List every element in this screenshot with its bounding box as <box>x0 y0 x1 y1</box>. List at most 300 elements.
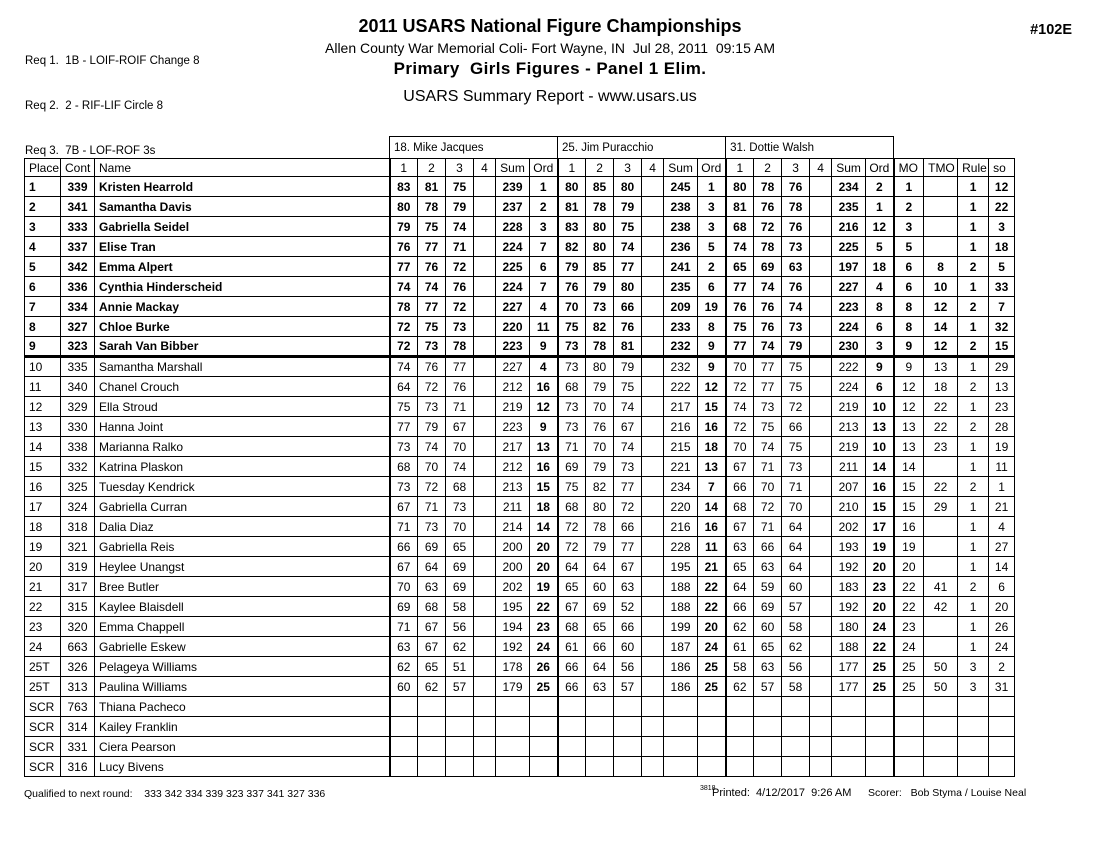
score-4-cell <box>474 197 496 217</box>
ord-cell: 16 <box>530 377 558 397</box>
score-2-cell: 71 <box>418 497 446 517</box>
score-4-cell <box>810 317 832 337</box>
tmo-cell <box>924 177 958 197</box>
ord-cell: 23 <box>866 577 894 597</box>
score-1-cell: 66 <box>558 657 586 677</box>
so-cell: 13 <box>989 377 1015 397</box>
score-4-cell <box>642 617 664 637</box>
score-2-cell: 76 <box>586 417 614 437</box>
score-3-cell: 79 <box>614 197 642 217</box>
score-4-cell <box>810 497 832 517</box>
score-1-cell: 79 <box>558 257 586 277</box>
sum-cell: 221 <box>664 457 698 477</box>
ord-cell: 6 <box>866 317 894 337</box>
score-3-cell: 57 <box>782 597 810 617</box>
score-2-cell: 82 <box>586 317 614 337</box>
sum-cell: 197 <box>832 257 866 277</box>
sum-cell <box>832 697 866 717</box>
col-header-score-1: 1 <box>390 159 418 177</box>
ord-cell: 4 <box>530 357 558 377</box>
sum-cell <box>496 737 530 757</box>
sum-cell: 224 <box>832 317 866 337</box>
tmo-cell <box>924 717 958 737</box>
score-3-cell: 73 <box>446 317 474 337</box>
table-row <box>25 557 1015 577</box>
rule-cell: 1 <box>958 217 989 237</box>
score-1-cell: 73 <box>558 397 586 417</box>
tmo-cell: 14 <box>924 317 958 337</box>
table-row <box>25 637 1015 657</box>
score-4-cell <box>642 517 664 537</box>
score-4-cell <box>810 197 832 217</box>
judge-header-spacer-right <box>894 137 1015 159</box>
sum-cell: 193 <box>832 537 866 557</box>
score-2-cell: 76 <box>418 357 446 377</box>
score-4-cell <box>474 597 496 617</box>
score-3-cell: 73 <box>614 457 642 477</box>
name-cell: Kristen Hearrold <box>95 177 390 197</box>
place-cell: 8 <box>25 317 61 337</box>
score-1-cell: 75 <box>726 317 754 337</box>
ord-cell: 5 <box>866 237 894 257</box>
place-cell: 22 <box>25 597 61 617</box>
cont-cell: 324 <box>61 497 95 517</box>
score-1-cell: 75 <box>558 477 586 497</box>
place-cell: SCR <box>25 737 61 757</box>
score-1-cell: 68 <box>726 497 754 517</box>
mo-cell: 15 <box>894 497 924 517</box>
score-4-cell <box>642 377 664 397</box>
ord-cell: 22 <box>866 637 894 657</box>
score-1-cell: 76 <box>558 277 586 297</box>
score-2-cell: 68 <box>418 597 446 617</box>
name-cell: Lucy Bivens <box>95 757 390 777</box>
name-cell: Chloe Burke <box>95 317 390 337</box>
table-row <box>25 497 1015 517</box>
score-2-cell: 62 <box>418 677 446 697</box>
score-1-cell: 67 <box>390 497 418 517</box>
score-4-cell <box>474 737 496 757</box>
sum-cell: 215 <box>664 437 698 457</box>
score-1-cell: 68 <box>558 497 586 517</box>
cont-cell: 326 <box>61 657 95 677</box>
tmo-cell <box>924 617 958 637</box>
table-row <box>25 657 1015 677</box>
score-3-cell <box>446 697 474 717</box>
score-3-cell <box>614 697 642 717</box>
sum-cell: 192 <box>832 597 866 617</box>
so-cell: 15 <box>989 337 1015 357</box>
table-row <box>25 237 1015 257</box>
tmo-cell: 42 <box>924 597 958 617</box>
sum-cell: 192 <box>832 557 866 577</box>
ord-cell: 11 <box>698 537 726 557</box>
col-header-mo: MO <box>894 159 924 177</box>
place-cell: 7 <box>25 297 61 317</box>
score-3-cell: 72 <box>614 497 642 517</box>
sum-cell: 202 <box>496 577 530 597</box>
score-1-cell: 81 <box>726 197 754 217</box>
score-4-cell <box>642 257 664 277</box>
score-2-cell: 79 <box>418 417 446 437</box>
score-1-cell: 64 <box>726 577 754 597</box>
score-1-cell <box>390 757 418 777</box>
score-3-cell: 74 <box>446 457 474 477</box>
ord-cell: 5 <box>698 237 726 257</box>
name-cell: Ella Stroud <box>95 397 390 417</box>
table-row <box>25 757 1015 777</box>
sum-cell: 220 <box>496 317 530 337</box>
score-3-cell: 71 <box>446 237 474 257</box>
sum-cell: 188 <box>664 577 698 597</box>
so-cell: 20 <box>989 597 1015 617</box>
cont-cell: 337 <box>61 237 95 257</box>
place-cell: SCR <box>25 717 61 737</box>
score-2-cell: 78 <box>586 517 614 537</box>
col-header-sum: Sum <box>496 159 530 177</box>
ord-cell: 3 <box>698 217 726 237</box>
mo-cell: 9 <box>894 337 924 357</box>
cont-cell: 315 <box>61 597 95 617</box>
sum-cell: 188 <box>664 597 698 617</box>
score-3-cell: 78 <box>782 197 810 217</box>
cont-cell: 333 <box>61 217 95 237</box>
score-3-cell: 71 <box>446 397 474 417</box>
name-cell: Cynthia Hinderscheid <box>95 277 390 297</box>
cont-cell: 316 <box>61 757 95 777</box>
ord-cell: 21 <box>698 557 726 577</box>
ord-cell: 4 <box>866 277 894 297</box>
score-3-cell: 71 <box>782 477 810 497</box>
sum-cell: 238 <box>664 217 698 237</box>
score-2-cell: 64 <box>586 557 614 577</box>
score-4-cell <box>642 557 664 577</box>
ord-cell: 22 <box>698 597 726 617</box>
score-4-cell <box>474 557 496 577</box>
name-cell: Katrina Plaskon <box>95 457 390 477</box>
score-1-cell: 70 <box>558 297 586 317</box>
score-1-cell: 74 <box>390 277 418 297</box>
judge-2-header: 25. Jim Puracchio <box>558 137 726 159</box>
name-cell: Bree Butler <box>95 577 390 597</box>
sum-cell: 199 <box>664 617 698 637</box>
col-header-cont: Cont <box>61 159 95 177</box>
score-2-cell: 74 <box>418 277 446 297</box>
ord-cell: 7 <box>530 277 558 297</box>
score-2-cell: 59 <box>754 577 782 597</box>
score-1-cell: 76 <box>726 297 754 317</box>
score-3-cell: 70 <box>446 437 474 457</box>
mo-cell <box>894 717 924 737</box>
sum-cell: 202 <box>832 517 866 537</box>
score-2-cell: 67 <box>418 617 446 637</box>
name-cell: Kailey Franklin <box>95 717 390 737</box>
score-3-cell: 66 <box>614 517 642 537</box>
ord-cell: 24 <box>698 637 726 657</box>
score-3-cell: 56 <box>614 657 642 677</box>
score-3-cell: 80 <box>614 177 642 197</box>
score-3-cell: 80 <box>614 277 642 297</box>
rule-cell: 2 <box>958 477 989 497</box>
sum-cell: 225 <box>496 257 530 277</box>
score-3-cell <box>446 737 474 757</box>
score-2-cell: 76 <box>754 197 782 217</box>
score-2-cell: 80 <box>586 217 614 237</box>
score-4-cell <box>810 357 832 377</box>
score-4-cell <box>474 257 496 277</box>
score-3-cell: 75 <box>614 377 642 397</box>
name-cell: Heylee Unangst <box>95 557 390 577</box>
score-2-cell: 77 <box>418 237 446 257</box>
sum-cell: 219 <box>496 397 530 417</box>
name-cell: Annie Mackay <box>95 297 390 317</box>
score-4-cell <box>810 717 832 737</box>
ord-cell <box>866 717 894 737</box>
score-4-cell <box>810 337 832 357</box>
score-4-cell <box>810 437 832 457</box>
sum-cell: 194 <box>496 617 530 637</box>
place-cell: 6 <box>25 277 61 297</box>
score-3-cell: 63 <box>614 577 642 597</box>
mo-cell: 8 <box>894 317 924 337</box>
score-3-cell: 78 <box>446 337 474 357</box>
score-1-cell: 72 <box>726 417 754 437</box>
ord-cell: 16 <box>530 457 558 477</box>
ord-cell <box>530 717 558 737</box>
score-2-cell: 80 <box>586 497 614 517</box>
name-cell: Samantha Marshall <box>95 357 390 377</box>
sum-cell: 222 <box>832 357 866 377</box>
score-3-cell: 60 <box>614 637 642 657</box>
place-cell: 3 <box>25 217 61 237</box>
score-3-cell: 57 <box>446 677 474 697</box>
cont-cell: 317 <box>61 577 95 597</box>
score-2-cell: 73 <box>418 397 446 417</box>
score-4-cell <box>810 637 832 657</box>
score-2-cell: 69 <box>586 597 614 617</box>
score-4-cell <box>474 697 496 717</box>
ord-cell: 3 <box>698 197 726 217</box>
score-3-cell: 75 <box>614 217 642 237</box>
score-3-cell: 68 <box>446 477 474 497</box>
cont-cell: 663 <box>61 637 95 657</box>
so-cell: 5 <box>989 257 1015 277</box>
col-header-tmo: TMO <box>924 159 958 177</box>
score-2-cell: 77 <box>754 377 782 397</box>
place-cell: 5 <box>25 257 61 277</box>
sum-cell: 216 <box>664 417 698 437</box>
place-cell: 12 <box>25 397 61 417</box>
score-4-cell <box>474 297 496 317</box>
score-3-cell: 69 <box>446 557 474 577</box>
document-code: #102E <box>1030 22 1072 38</box>
score-1-cell: 66 <box>726 597 754 617</box>
ord-cell: 20 <box>866 597 894 617</box>
score-1-cell: 62 <box>390 657 418 677</box>
mo-cell: 9 <box>894 357 924 377</box>
so-cell: 26 <box>989 617 1015 637</box>
mo-cell: 23 <box>894 617 924 637</box>
ord-cell: 25 <box>698 657 726 677</box>
score-2-cell <box>586 697 614 717</box>
ord-cell <box>530 737 558 757</box>
sum-cell: 233 <box>664 317 698 337</box>
col-header-score-1: 1 <box>558 159 586 177</box>
score-4-cell <box>474 757 496 777</box>
score-1-cell: 68 <box>726 217 754 237</box>
score-3-cell: 77 <box>614 257 642 277</box>
ord-cell: 14 <box>530 517 558 537</box>
col-header-so: so <box>989 159 1015 177</box>
score-1-cell: 81 <box>558 197 586 217</box>
score-2-cell: 75 <box>418 217 446 237</box>
score-3-cell: 76 <box>782 217 810 237</box>
score-4-cell <box>474 397 496 417</box>
so-cell: 11 <box>989 457 1015 477</box>
score-4-cell <box>810 677 832 697</box>
score-3-cell: 64 <box>782 557 810 577</box>
rule-cell: 1 <box>958 397 989 417</box>
score-1-cell: 65 <box>558 577 586 597</box>
score-2-cell: 76 <box>418 257 446 277</box>
ord-cell: 20 <box>866 557 894 577</box>
score-4-cell <box>810 257 832 277</box>
sum-cell: 223 <box>832 297 866 317</box>
sum-cell: 211 <box>832 457 866 477</box>
score-3-cell: 73 <box>782 237 810 257</box>
col-header-score-2: 2 <box>418 159 446 177</box>
ord-cell <box>698 697 726 717</box>
score-2-cell: 60 <box>586 577 614 597</box>
so-cell: 19 <box>989 437 1015 457</box>
cont-cell: 335 <box>61 357 95 377</box>
score-1-cell: 83 <box>390 177 418 197</box>
rule-cell: 1 <box>958 317 989 337</box>
table-row <box>25 377 1015 397</box>
place-cell: 1 <box>25 177 61 197</box>
sum-cell: 232 <box>664 337 698 357</box>
score-2-cell <box>418 697 446 717</box>
sum-cell <box>832 757 866 777</box>
report-title: 2011 USARS National Figure Championships <box>358 16 742 36</box>
requirement-line-3: Req 3. 7B - LOF-ROF 3s <box>25 145 156 157</box>
score-2-cell <box>418 757 446 777</box>
ord-cell: 10 <box>866 397 894 417</box>
score-1-cell: 72 <box>726 377 754 397</box>
ord-cell: 13 <box>530 437 558 457</box>
name-cell: Emma Alpert <box>95 257 390 277</box>
mo-cell: 25 <box>894 677 924 697</box>
score-1-cell <box>390 717 418 737</box>
score-1-cell: 62 <box>726 617 754 637</box>
so-cell: 21 <box>989 497 1015 517</box>
score-2-cell: 57 <box>754 677 782 697</box>
place-cell: 4 <box>25 237 61 257</box>
score-2-cell: 64 <box>418 557 446 577</box>
sum-cell: 224 <box>832 377 866 397</box>
score-1-cell <box>558 737 586 757</box>
mo-cell: 8 <box>894 297 924 317</box>
tmo-cell <box>924 737 958 757</box>
sum-cell: 207 <box>832 477 866 497</box>
sum-cell: 245 <box>664 177 698 197</box>
score-2-cell: 78 <box>754 237 782 257</box>
score-1-cell: 74 <box>390 357 418 377</box>
rule-cell: 1 <box>958 237 989 257</box>
score-4-cell <box>810 297 832 317</box>
score-4-cell <box>474 577 496 597</box>
ord-cell <box>698 717 726 737</box>
cont-cell: 338 <box>61 437 95 457</box>
score-2-cell: 72 <box>754 497 782 517</box>
mo-cell <box>894 697 924 717</box>
sum-cell: 227 <box>496 297 530 317</box>
score-3-cell: 72 <box>446 257 474 277</box>
table-row <box>25 257 1015 277</box>
table-row <box>25 457 1015 477</box>
so-cell: 28 <box>989 417 1015 437</box>
score-4-cell <box>642 437 664 457</box>
rule-cell: 1 <box>958 537 989 557</box>
ord-cell: 6 <box>698 277 726 297</box>
ord-cell: 15 <box>866 497 894 517</box>
score-4-cell <box>810 477 832 497</box>
score-3-cell: 73 <box>782 457 810 477</box>
results-tbody <box>25 177 1015 777</box>
place-cell: 17 <box>25 497 61 517</box>
name-cell: Tuesday Kendrick <box>95 477 390 497</box>
score-4-cell <box>810 537 832 557</box>
tmo-cell: 18 <box>924 377 958 397</box>
score-3-cell: 70 <box>782 497 810 517</box>
so-cell: 27 <box>989 537 1015 557</box>
place-cell: SCR <box>25 697 61 717</box>
score-2-cell: 64 <box>586 657 614 677</box>
sum-cell: 178 <box>496 657 530 677</box>
name-cell: Pelageya Williams <box>95 657 390 677</box>
ord-cell: 2 <box>698 257 726 277</box>
sum-cell: 179 <box>496 677 530 697</box>
table-row <box>25 517 1015 537</box>
ord-cell: 13 <box>866 417 894 437</box>
col-header-score-3: 3 <box>614 159 642 177</box>
table-row <box>25 597 1015 617</box>
score-1-cell: 68 <box>390 457 418 477</box>
score-2-cell: 79 <box>586 457 614 477</box>
score-3-cell: 74 <box>614 437 642 457</box>
sum-cell: 213 <box>832 417 866 437</box>
col-header-score-1: 1 <box>726 159 754 177</box>
score-3-cell: 62 <box>782 637 810 657</box>
score-2-cell: 78 <box>418 197 446 217</box>
requirement-line-2: Req 2. 2 - RIF-LIF Circle 8 <box>25 100 164 112</box>
name-cell: Gabriella Reis <box>95 537 390 557</box>
score-4-cell <box>810 417 832 437</box>
score-3-cell: 66 <box>614 617 642 637</box>
rule-cell: 3 <box>958 677 989 697</box>
score-4-cell <box>642 717 664 737</box>
place-cell: 16 <box>25 477 61 497</box>
ord-cell: 18 <box>866 257 894 277</box>
so-cell: 1 <box>989 477 1015 497</box>
col-header-score-2: 2 <box>754 159 782 177</box>
so-cell: 4 <box>989 517 1015 537</box>
printed-stamp: Printed: 4/12/2017 9:26 AM <box>712 787 852 799</box>
so-cell <box>989 757 1015 777</box>
table-row <box>25 177 1015 197</box>
sum-cell: 212 <box>496 377 530 397</box>
score-2-cell: 63 <box>754 657 782 677</box>
